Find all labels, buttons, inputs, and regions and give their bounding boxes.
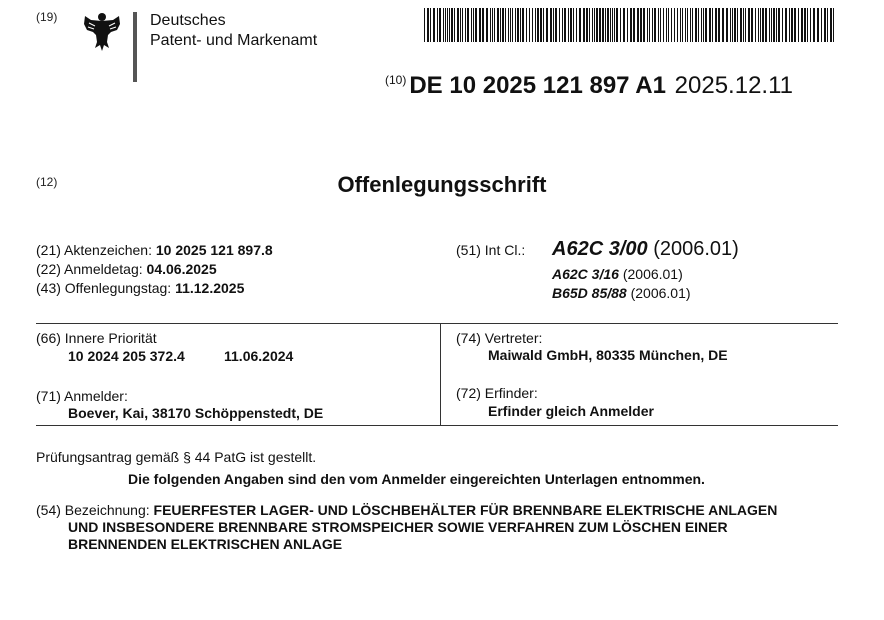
- barcode-bar: [520, 8, 521, 42]
- barcode-bar: [555, 8, 557, 42]
- barcode-bar: [743, 8, 744, 42]
- inid-code-66: (66): [36, 330, 61, 346]
- offenlegungstag-label: Offenlegungstag:: [64, 280, 172, 296]
- barcode-bar: [614, 8, 615, 42]
- barcode-bar: [821, 8, 822, 42]
- inid-code-51: (51): [456, 242, 481, 258]
- barcode-bar: [827, 8, 828, 42]
- barcode-bar: [712, 8, 713, 42]
- inid-code-22: (22): [36, 261, 61, 277]
- barcode-bar: [599, 8, 601, 42]
- barcode-bar: [445, 8, 446, 42]
- barcode-bar: [758, 8, 759, 42]
- barcode-bar: [668, 8, 669, 42]
- barcode-bar: [497, 8, 499, 42]
- int-cl-main-symbol: A62C 3/00: [552, 238, 648, 260]
- barcode-bar: [654, 8, 656, 42]
- office-name-line1: Deutsches: [150, 12, 226, 29]
- parties-column-divider: [440, 323, 441, 426]
- barcode-bar: [718, 8, 720, 42]
- barcode-bar: [502, 8, 504, 42]
- inid-code-74: (74): [456, 330, 481, 346]
- barcode-bar: [692, 8, 693, 42]
- barcode-bar: [769, 8, 770, 42]
- barcode-bar: [663, 8, 664, 42]
- barcode-bar: [427, 8, 429, 42]
- barcode-bar: [773, 8, 775, 42]
- barcode-bar: [722, 8, 724, 42]
- int-cl-secondary-symbol: B65D 85/88: [552, 285, 627, 301]
- barcode-bar: [505, 8, 506, 42]
- aktenzeichen-row: [36, 242, 273, 258]
- offenlegungstag-value: 11.12.2025: [175, 280, 245, 296]
- barcode-bar: [776, 8, 777, 42]
- barcode-bar: [833, 8, 834, 42]
- publication-number-line: [385, 72, 793, 100]
- barcode-bar: [616, 8, 618, 42]
- barcode-bar: [690, 8, 691, 42]
- barcode-bar: [709, 8, 711, 42]
- int-cl-main-version: (2006.01): [653, 238, 739, 260]
- barcode-bar: [437, 8, 438, 42]
- inid-code-71: (71): [36, 388, 61, 404]
- barcode-bar: [570, 8, 572, 42]
- barcode-bar: [451, 8, 453, 42]
- barcode-bar: [460, 8, 461, 42]
- int-cl-label: Int Cl.:: [484, 242, 526, 258]
- barcode-bar: [562, 8, 563, 42]
- barcode-bar: [605, 8, 606, 42]
- barcode-bar: [486, 8, 488, 42]
- barcode-bar: [568, 8, 569, 42]
- anmeldetag-label: Anmeldetag:: [64, 261, 143, 277]
- int-cl-secondary-1: [552, 266, 683, 282]
- barcode-bar: [449, 8, 450, 42]
- inid-code-19: (19): [36, 10, 58, 24]
- barcode-bar: [715, 8, 717, 42]
- barcode-bar: [701, 8, 702, 42]
- barcode-bar: [471, 8, 472, 42]
- anmeldetag-row: [36, 261, 217, 277]
- aktenzeichen-label: Aktenzeichen:: [64, 242, 152, 258]
- barcode-bar: [765, 8, 767, 42]
- angaben-note: Die folgenden Angaben sind den vom Anmelder eingereichten Unterlagen entnommen.: [128, 471, 705, 487]
- anmelder-label-row: [36, 388, 128, 404]
- inid-code-54: (54): [36, 502, 61, 518]
- barcode-bar: [465, 8, 466, 42]
- barcode-bar: [462, 8, 463, 42]
- barcode-bar: [543, 8, 544, 42]
- bezeichnung-line3: BRENNENDEN ELEKTRISCHEN ANLAGE: [68, 536, 343, 552]
- barcode-bar: [586, 8, 588, 42]
- header-divider-bar: [133, 12, 137, 82]
- barcode-bar: [734, 8, 736, 42]
- barcode-bar: [698, 8, 699, 42]
- int-cl-secondary-version: (2006.01): [622, 266, 683, 282]
- bezeichnung-line2: UND INSBESONDERE BRENNBARE STROMSPEICHER SOWIE VERFAHREN ZUM LÖSCHEN EINER: [68, 519, 728, 535]
- barcode-bar: [730, 8, 731, 42]
- barcode-bar: [576, 8, 577, 42]
- barcode-bar: [482, 8, 484, 42]
- barcode-bar: [760, 8, 761, 42]
- inid-code-72: (72): [456, 385, 481, 401]
- barcode-bar: [794, 8, 796, 42]
- barcode-bar: [778, 8, 780, 42]
- barcode-bar: [685, 8, 686, 42]
- barcode-bar: [824, 8, 826, 42]
- barcode-bar: [594, 8, 595, 42]
- int-cl-main: [552, 238, 739, 261]
- barcode-bar: [443, 8, 444, 42]
- erfinder-label: Erfinder:: [484, 385, 538, 401]
- barcode-bar: [695, 8, 697, 42]
- barcode-bar: [737, 8, 738, 42]
- barcode-bar: [583, 8, 585, 42]
- bezeichnung-line1: FEUERFESTER LAGER- UND LÖSCHBEHÄLTER FÜR BRENNBARE ELEKTRISCHE ANLAGEN: [153, 502, 778, 518]
- barcode-bar: [596, 8, 598, 42]
- barcode-bar: [751, 8, 753, 42]
- barcode-bar: [424, 8, 425, 42]
- anmeldetag-value: 04.06.2025: [146, 261, 217, 277]
- barcode-bar: [553, 8, 554, 42]
- publication-date: 2025.12.11: [674, 72, 793, 99]
- barcode-bar: [726, 8, 728, 42]
- barcode-bar: [515, 8, 516, 42]
- erfinder-label-row: [456, 385, 538, 401]
- bezeichnung-line1-row: [36, 502, 777, 518]
- barcode-bar: [649, 8, 650, 42]
- barcode-bar: [677, 8, 678, 42]
- barcode-bar: [612, 8, 613, 42]
- barcode-bar: [810, 8, 811, 42]
- barcode-bar: [522, 8, 524, 42]
- barcode-bar: [492, 8, 493, 42]
- barcode-bar: [510, 8, 511, 42]
- vertreter-label: Vertreter:: [484, 330, 543, 346]
- barcode-bar: [592, 8, 593, 42]
- barcode-bar: [647, 8, 648, 42]
- barcode-bar: [687, 8, 688, 42]
- barcode-bar: [602, 8, 604, 42]
- publication-number: DE 10 2025 121 897 A1: [409, 72, 666, 99]
- prioritaet-number: 10 2024 205 372.4: [68, 348, 185, 364]
- barcode-bar: [454, 8, 455, 42]
- vertreter-value: Maiwald GmbH, 80335 München, DE: [488, 347, 728, 363]
- vertreter-label-row: [456, 330, 542, 346]
- barcode-bar: [782, 8, 783, 42]
- parties-bottom-rule: [36, 425, 838, 426]
- barcode-bar: [807, 8, 808, 42]
- barcode-bar: [748, 8, 750, 42]
- int-cl-secondary-symbol: A62C 3/16: [552, 266, 619, 282]
- aktenzeichen-value: 10 2025 121 897.8: [155, 242, 273, 258]
- barcode-bar: [762, 8, 764, 42]
- barcode-bar: [682, 8, 683, 42]
- barcode-bar: [643, 8, 645, 42]
- barcode-bar: [798, 8, 799, 42]
- barcode-bar: [579, 8, 581, 42]
- barcode-bar: [559, 8, 560, 42]
- barcode-bar: [630, 8, 632, 42]
- barcode-bar: [785, 8, 787, 42]
- anmelder-label: Anmelder:: [64, 388, 128, 404]
- barcode-bar: [457, 8, 459, 42]
- barcode-bar: [473, 8, 474, 42]
- barcode-bar: [660, 8, 661, 42]
- barcode-bar: [430, 8, 431, 42]
- barcode-bar: [813, 8, 815, 42]
- barcode-bar: [433, 8, 435, 42]
- barcode-bar: [475, 8, 477, 42]
- int-cl-secondary-2: [552, 285, 691, 301]
- barcode-bar: [789, 8, 790, 42]
- barcode-bar: [680, 8, 681, 42]
- int-cl-secondary-version: (2006.01): [630, 285, 691, 301]
- barcode-bar: [490, 8, 491, 42]
- int-cl-label-row: [456, 242, 525, 258]
- barcode-bar: [755, 8, 756, 42]
- prioritaet-date: 11.06.2024: [224, 348, 294, 364]
- barcode-bar: [732, 8, 733, 42]
- barcode-bar: [439, 8, 441, 42]
- barcode-bar: [801, 8, 803, 42]
- barcode-bar: [830, 8, 832, 42]
- barcode-bar: [745, 8, 746, 42]
- parties-top-rule: [36, 323, 838, 324]
- barcode-bar: [447, 8, 448, 42]
- barcode-bar: [640, 8, 642, 42]
- barcode-bar: [540, 8, 542, 42]
- barcode-icon: [424, 8, 838, 42]
- barcode-bar: [791, 8, 793, 42]
- barcode-bar: [637, 8, 639, 42]
- prioritaet-label-row: [36, 330, 157, 346]
- barcode-bar: [508, 8, 509, 42]
- barcode-bar: [666, 8, 667, 42]
- anmelder-value: Boever, Kai, 38170 Schöppenstedt, DE: [68, 405, 324, 421]
- erfinder-value: Erfinder gleich Anmelder: [488, 403, 654, 419]
- barcode-bar: [500, 8, 501, 42]
- barcode-bar: [512, 8, 513, 42]
- barcode-bar: [479, 8, 481, 42]
- barcode-bar: [771, 8, 772, 42]
- barcode-bar: [804, 8, 806, 42]
- barcode-bar: [529, 8, 530, 42]
- barcode-bar: [658, 8, 659, 42]
- barcode-bar: [671, 8, 672, 42]
- barcode-bar: [623, 8, 625, 42]
- barcode-bar: [620, 8, 621, 42]
- barcode-bar: [517, 8, 519, 42]
- barcode-bar: [674, 8, 675, 42]
- barcode-bar: [705, 8, 707, 42]
- barcode-bar: [703, 8, 704, 42]
- barcode-bar: [633, 8, 635, 42]
- barcode-bar: [532, 8, 533, 42]
- barcode-bar: [467, 8, 469, 42]
- barcode-bar: [535, 8, 536, 42]
- barcode-bar: [610, 8, 611, 42]
- barcode-bar: [607, 8, 609, 42]
- document-type-title: Offenlegungsschrift: [337, 172, 547, 197]
- inid-code-43: (43): [36, 280, 61, 296]
- prioritaet-label: Innere Priorität: [64, 330, 157, 346]
- barcode-bar: [537, 8, 539, 42]
- federal-eagle-icon: [83, 12, 121, 52]
- barcode-bar: [652, 8, 653, 42]
- pruefungsantrag-note: Prüfungsantrag gemäß § 44 PatG ist gestellt.: [36, 449, 317, 465]
- bezeichnung-label: Bezeichnung:: [64, 502, 150, 518]
- barcode-bar: [550, 8, 552, 42]
- inid-code-21: (21): [36, 242, 61, 258]
- inid-code-12: (12): [36, 175, 58, 189]
- barcode-bar: [546, 8, 548, 42]
- barcode-bar: [494, 8, 495, 42]
- barcode-bar: [627, 8, 628, 42]
- barcode-bar: [564, 8, 566, 42]
- inid-code-10: (10): [385, 73, 407, 87]
- barcode-bar: [740, 8, 742, 42]
- barcode-bar: [526, 8, 527, 42]
- barcode-bar: [817, 8, 819, 42]
- barcode-bar: [573, 8, 574, 42]
- barcode-bar: [589, 8, 590, 42]
- office-name-line2: Patent- und Markenamt: [150, 32, 318, 49]
- offenlegungstag-row: [36, 280, 244, 296]
